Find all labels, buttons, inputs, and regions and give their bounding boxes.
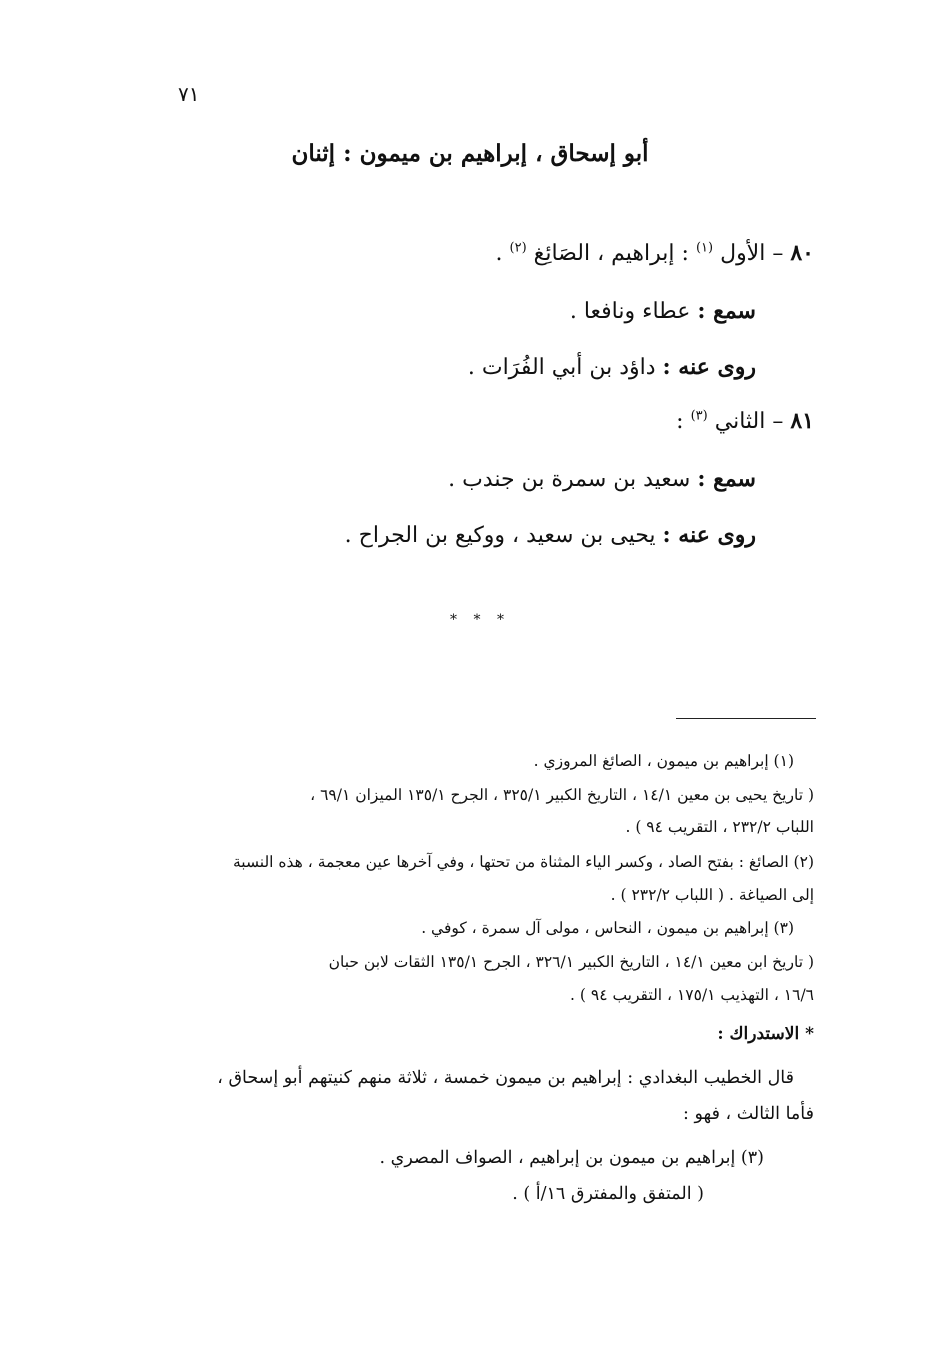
entry-end: .: [495, 241, 503, 266]
heard-label: سمع :: [697, 298, 756, 324]
footnote-ref: (١): [695, 240, 714, 256]
entry-80-narrated: [468, 354, 756, 380]
footnote-divider: [676, 718, 816, 719]
entry-81-heard: [448, 466, 756, 492]
entry-end: :: [676, 409, 684, 434]
narrated-label: روى عنه :: [662, 522, 756, 548]
section-title: أبو إسحاق ، إبراهيم بن ميمون : إثنان: [291, 140, 649, 167]
footnote-line: (٣) إبراهيم بن ميمون ، النحاس ، مولى آل سمرة ، كوفي .: [421, 919, 794, 937]
narrated-text: يحيى بن سعيد ، ووكيع بن الجراح .: [344, 523, 656, 548]
addendum-paragraph: فأما الثالث ، فهو :: [683, 1104, 814, 1124]
footnote-ref: (٢): [509, 240, 527, 256]
entry-81-narrated: [345, 522, 756, 548]
footnote-line: (٢) الصائغ : بفتح الصاد ، وكسر الياء المثناة من تحتها ، وفي آخرها عين معجمة ، هذه النسبة: [232, 853, 814, 871]
footnote-line: اللباب ٢٣٢/٢ ، التقريب ٩٤ ) .: [625, 818, 814, 836]
entry-dash: –: [772, 409, 784, 434]
narrated-label: روى عنه :: [662, 354, 756, 380]
footnote-line: ( تاريخ ابن معين ١٤/١ ، التاريخ الكبير ٣٢٦/١ ، الجرح ١٣٥/١ الثقات لابن حبان: [328, 953, 814, 971]
entry-name: الأول: [720, 241, 766, 266]
entry-number: ٨١: [790, 408, 814, 434]
heard-text: عطاء ونافعا .: [569, 299, 691, 324]
entry-80-heard: [570, 298, 756, 324]
entry-description: : إبراهيم ، الصَائِغ: [533, 241, 689, 266]
section-separator-stars: * * *: [450, 612, 510, 628]
footnote-ref: (٣): [690, 408, 708, 424]
footnote-line: إلى الصياغة . ( اللباب ٢٣٢/٢ ) .: [610, 886, 814, 904]
entry-dash: –: [772, 241, 784, 266]
entry-80-header: [496, 240, 815, 266]
addendum-paragraph: (٣) إبراهيم بن ميمون بن إبراهيم ، الصواف المصري .: [379, 1148, 764, 1168]
narrated-text: داؤد بن أبي الفُرَات .: [467, 355, 656, 380]
footnote-line: (١) إبراهيم بن ميمون ، الصائغ المروزي .: [533, 752, 794, 770]
addendum-heading: * الاستدراك :: [717, 1024, 814, 1044]
footnote-line: ( تاريخ يحيى بن معين ١٤/١ ، التاريخ الكبير ٣٢٥/١ ، الجرح ١٣٥/١ الميزان ٦٩/١ ،: [310, 786, 814, 804]
addendum-citation: ( المتفق والمفترق ١٦/أ ) .: [512, 1184, 704, 1204]
footnote-line: ١٦/٦ ، التهذيب ١٧٥/١ ، التقريب ٩٤ ) .: [570, 986, 814, 1004]
addendum-paragraph: قال الخطيب البغدادي : إبراهيم بن ميمون خمسة ، ثلاثة منهم كنيتهم أبو إسحاق ،: [217, 1068, 794, 1088]
page-number: ٧١: [178, 82, 200, 106]
entry-number: ٨٠: [790, 240, 814, 266]
entry-81-header: [676, 408, 814, 434]
entry-name: الثاني: [714, 409, 766, 434]
heard-text: سعيد بن سمرة بن جندب .: [448, 467, 691, 492]
heard-label: سمع :: [697, 466, 756, 492]
